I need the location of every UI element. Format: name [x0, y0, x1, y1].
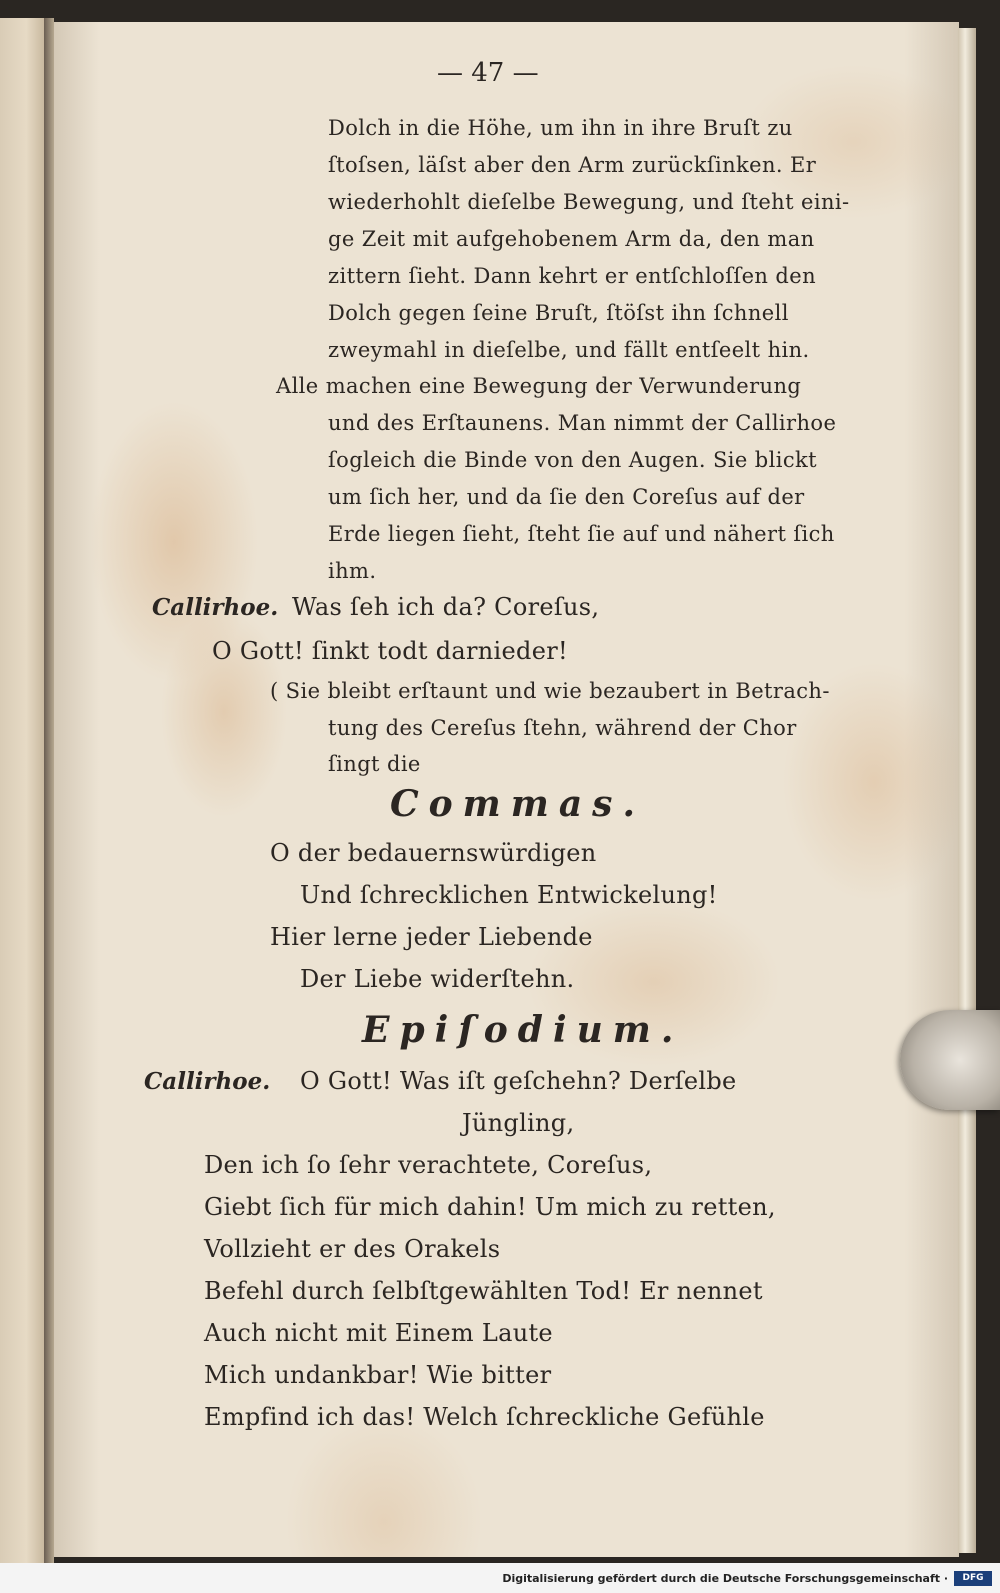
stage-direction-line: Alle machen eine Bewegung der Verwunderung: [276, 374, 802, 398]
left-page-edge: [0, 18, 46, 1563]
verse-line: Befehl durch ſelbſtgewählten Tod! Er nennet: [204, 1277, 763, 1305]
stage-direction-line: ( Sie bleibt erſtaunt und wie bezaubert in Betrach-: [270, 679, 830, 703]
page-number: — 47 —: [437, 58, 539, 88]
stage-direction-line: Dolch in die Höhe, um ihn in ihre Bruſt zu: [328, 116, 793, 140]
speaker-name: Callirhoe.: [152, 594, 279, 621]
verse-line: Jüngling,: [462, 1109, 575, 1137]
footer-credit: Digitalisierung gefördert durch die Deutsche Forschungsgemeinschaft ·: [502, 1572, 948, 1585]
stage-direction-line: ſingt die: [328, 752, 421, 776]
verse-line: O Gott! Was iſt geſchehn? Derſelbe: [300, 1067, 737, 1095]
book-spine: [44, 18, 54, 1563]
chorus-line: Und ſchrecklichen Entwickelung!: [300, 881, 718, 909]
stage-direction-line: Erde liegen ſieht, ſteht ſie auf und nähert ſich: [328, 522, 835, 546]
verse-line: Den ich ſo ſehr verachtete, Coreſus,: [204, 1151, 653, 1179]
chorus-line: O der bedauernswürdigen: [270, 839, 597, 867]
dfg-logo: DFG: [954, 1571, 992, 1586]
speaker-name: Callirhoe.: [144, 1068, 271, 1095]
chorus-line: Der Liebe widerſtehn.: [300, 965, 575, 993]
stage-direction-line: zweymahl in dieſelbe, und fällt entſeelt hin.: [328, 338, 810, 362]
verse-line: Empfind ich das! Welch ſchreckliche Gefühle: [204, 1403, 765, 1431]
stage-direction-line: um ſich her, und da ſie den Coreſus auf der: [328, 485, 805, 509]
stage-direction-line: Dolch gegen ſeine Bruſt, ſtöſst ihn ſchnell: [328, 301, 789, 325]
chorus-line: Hier lerne jeder Liebende: [270, 923, 593, 951]
stage-direction-line: tung des Cereſus ſtehn, während der Chor: [328, 716, 797, 740]
section-heading: Epiſodium.: [362, 1009, 684, 1051]
stage-direction-line: ihm.: [328, 559, 377, 583]
book-page: [54, 22, 959, 1557]
verse-line: Mich undankbar! Wie bitter: [204, 1361, 552, 1389]
verse-line: Was ſeh ich da? Coreſus,: [292, 593, 600, 621]
page-clip: [900, 1010, 1000, 1110]
stage-direction-line: wiederhohlt dieſelbe Bewegung, und ſteht eini-: [328, 190, 850, 214]
verse-line: O Gott! ſinkt todt darnieder!: [212, 637, 568, 665]
footer-bar: [0, 1563, 1000, 1593]
stage-direction-line: zittern ſieht. Dann kehrt er entſchloſſen den: [328, 264, 816, 288]
stage-direction-line: ge Zeit mit aufgehobenem Arm da, den man: [328, 227, 815, 251]
section-heading: Commas.: [390, 783, 645, 825]
stage-direction-line: und des Erſtaunens. Man nimmt der Callirhoe: [328, 411, 837, 435]
verse-line: Vollzieht er des Orakels: [204, 1235, 501, 1263]
stage-direction-line: ſogleich die Binde von den Augen. Sie blickt: [328, 448, 817, 472]
verse-line: Giebt ſich für mich dahin! Um mich zu retten,: [204, 1193, 776, 1221]
stage-direction-line: ſtoſsen, läſst aber den Arm zurückſinken. Er: [328, 153, 817, 177]
page-edge: [958, 28, 976, 1553]
verse-line: Auch nicht mit Einem Laute: [204, 1319, 553, 1347]
